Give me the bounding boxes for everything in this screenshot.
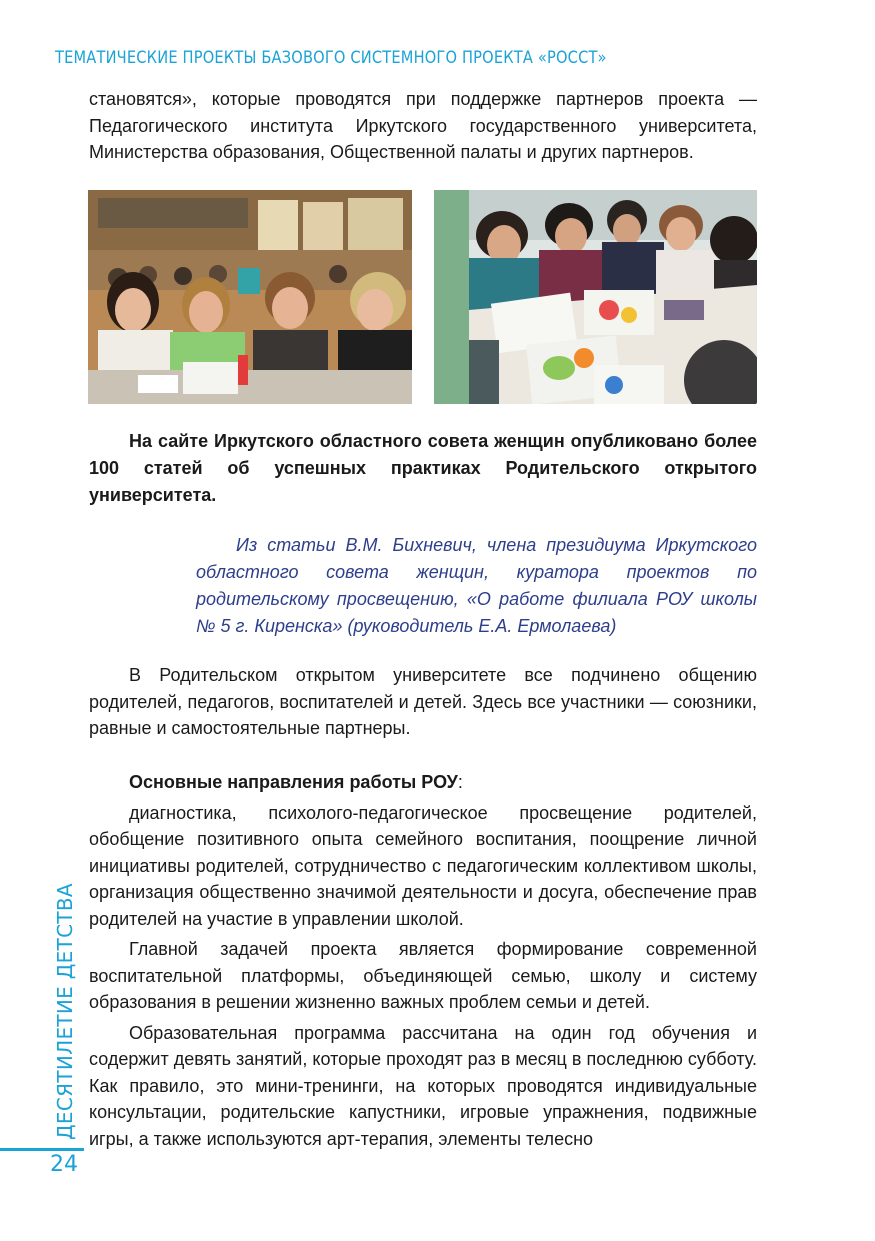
directions-heading: Основные направления работы РОУ: [129, 772, 458, 792]
intro-paragraph: [89, 86, 757, 166]
photo-art-workshop: [434, 190, 757, 404]
photo-meeting: [88, 190, 412, 404]
directions-block: [89, 769, 757, 1152]
paragraph-roy-participants: В Родительском открытом университете все подчинено общению родителей, педагогов, воспитателей и детей. Здесь все участники — союзники, равные и самостоятельные партнеры.: [89, 665, 757, 738]
running-title: ТЕМАТИЧЕСКИЕ ПРОЕКТЫ БАЗОВОГО СИСТЕМНОГО ПРОЕКТА «РОССТ»: [55, 48, 607, 68]
highlight-statement: На сайте Иркутского областного совета женщин опубликовано более 100 статей об успешных практиках Родительского открытого университета.: [89, 431, 757, 505]
page-number: 24: [50, 1152, 78, 1177]
body-paragraph-1: [89, 662, 757, 742]
intro-text: становятся», которые проводятся при поддержке партнеров проекта — Педагогического института Иркутского государственного университета, Министерства образования, Общественной палаты и других партнеров.: [89, 89, 757, 162]
page-number-rule: [0, 1148, 84, 1151]
paragraph-main-goal: Главной задачей проекта является формирование современной воспитательной платформы, объединяющей семью, школу и систему образования в решении жизненно важных проблем семьи и детей.: [89, 939, 757, 1012]
directions-heading-line: [89, 769, 757, 796]
directions-colon: :: [457, 772, 463, 792]
directions-list: диагностика, психолого-педагогическое просвещение родителей, обобщение позитивного опыта семейного воспитания, поощрение личной инициативы родителей, сотрудничество с педагогическим коллективом школы, организация общественно значимой деятельности и досуга, обеспечение прав родителей на участие в управлении школой.: [89, 802, 757, 929]
quote-source: Из статьи В.М. Бихневич, члена президиума Иркутского областного совета женщин, куратора проектов по родительскому просвещению, «О работе филиала РОУ школы № 5 г. Киренска» (руководитель Е.А. Ермолаева): [196, 535, 757, 636]
section-title-vertical: ДЕСЯТИЛЕТИЕ ДЕТСТВА: [53, 883, 77, 1140]
paragraph-program: Образовательная программа рассчитана на один год обучения и содержит девять занятий, которые проходят раз в месяц в последнюю субботу. Как правило, это мини-тренинги, на которых проводятся индивидуальные консультации, родительские капустники, игровые упражнения, подвижные игры, а также используются арт-терапия, элементы телесно: [89, 1022, 757, 1149]
